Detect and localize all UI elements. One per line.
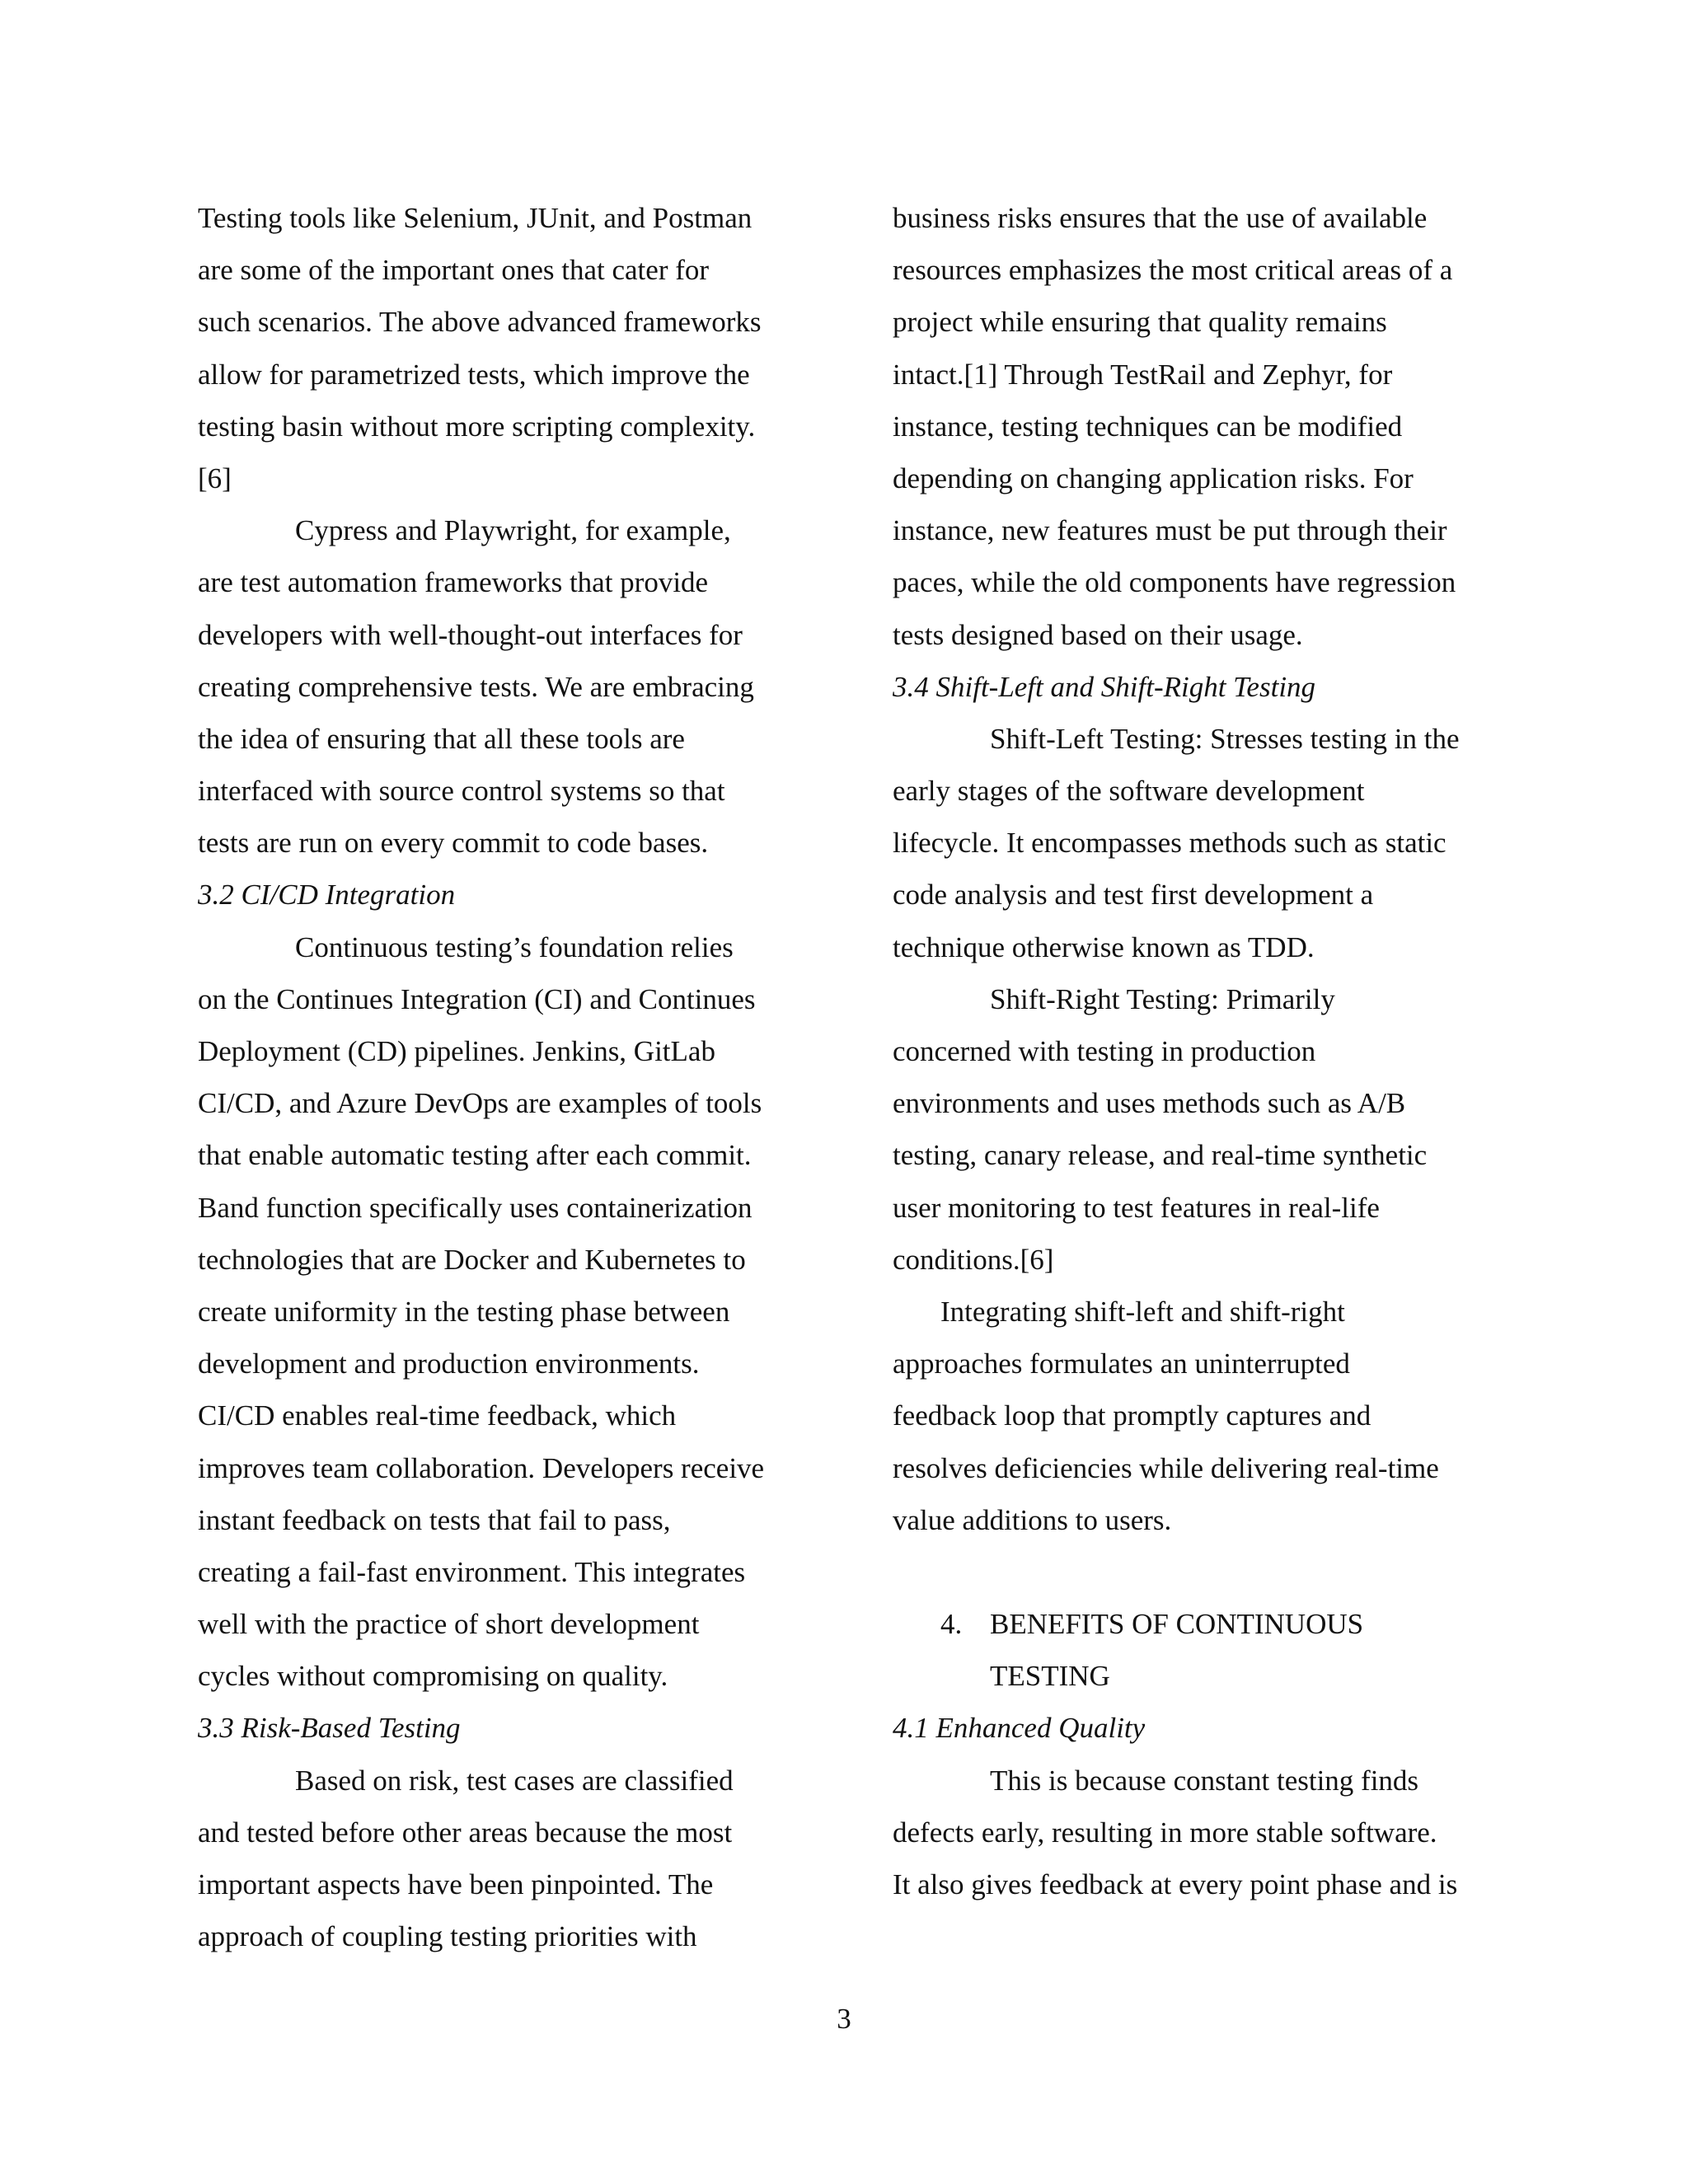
paragraph-start: Shift-Right Testing: Primarily xyxy=(990,982,1335,1015)
section-heading-4 xyxy=(893,1598,1519,1650)
paragraph-start: Shift-Left Testing: Stresses testing in the xyxy=(990,722,1460,755)
section-heading-3-3: 3.3 Risk-Based Testing xyxy=(198,1712,461,1745)
page-number: 3 xyxy=(837,2003,851,2035)
section-heading-3-4: 3.4 Shift-Left and Shift-Right Testing xyxy=(893,670,1316,703)
body-text-line: cycles without compromising on quality. xyxy=(198,1660,668,1693)
body-text-line: allow for parametrized tests, which improve the xyxy=(198,358,750,391)
body-text-line: on the Continues Integration (CI) and Continues xyxy=(198,982,756,1015)
body-text-line: improves team collaboration. Developers receive xyxy=(198,1451,765,1484)
body-text-line: such scenarios. The above advanced frameworks xyxy=(198,306,762,339)
body-text-line: instance, new features must be put through their xyxy=(893,514,1447,547)
body-text-line: tests are run on every commit to code bases. xyxy=(198,827,709,860)
body-text-line: interfaced with source control systems so that xyxy=(198,775,725,808)
body-text-line: that enable automatic testing after each commit. xyxy=(198,1139,752,1172)
section-title: BENEFITS OF CONTINUOUS xyxy=(990,1608,1364,1641)
body-text-line: user monitoring to test features in real-life xyxy=(893,1191,1380,1224)
body-text-line: resources emphasizes the most critical areas of a xyxy=(893,254,1453,287)
right-column xyxy=(893,192,1519,1910)
body-text-line: creating a fail-fast environment. This integrates xyxy=(198,1555,746,1588)
paragraph-start: Integrating shift-left and shift-right xyxy=(940,1295,1345,1328)
body-text-line: testing basin without more scripting complexity. xyxy=(198,410,756,443)
body-text-line: creating comprehensive tests. We are embracing xyxy=(198,670,754,703)
section-heading-4-1: 4.1 Enhanced Quality xyxy=(893,1712,1146,1745)
body-text-line: Band function specifically uses containerization xyxy=(198,1191,753,1224)
body-text-line: create uniformity in the testing phase between xyxy=(198,1295,730,1328)
body-text-line: important aspects have been pinpointed. The xyxy=(198,1868,714,1900)
body-text-line: are test automation frameworks that provide xyxy=(198,566,709,599)
body-text-line: development and production environments. xyxy=(198,1347,700,1380)
citation: [6] xyxy=(198,462,232,494)
body-text-line: and tested before other areas because the most xyxy=(198,1816,733,1849)
body-text-line: the idea of ensuring that all these tools are xyxy=(198,722,685,755)
body-text-line: concerned with testing in production xyxy=(893,1035,1316,1067)
paragraph-start: This is because constant testing finds xyxy=(990,1764,1419,1797)
body-text-line: project while ensuring that quality remains xyxy=(893,306,1387,339)
body-text-line: conditions.[6] xyxy=(893,1243,1054,1276)
body-text-line: technique otherwise known as TDD. xyxy=(893,930,1315,963)
body-text-line: code analysis and test first development a xyxy=(893,879,1374,912)
body-text-line: developers with well-thought-out interfaces for xyxy=(198,618,743,651)
body-text-line: technologies that are Docker and Kubernetes to xyxy=(198,1243,746,1276)
body-text-line: business risks ensures that the use of available xyxy=(893,202,1428,234)
body-text-line: defects early, resulting in more stable software. xyxy=(893,1816,1437,1849)
body-text-line: approach of coupling testing priorities with xyxy=(198,1920,697,1953)
section-title-continued: TESTING xyxy=(990,1660,1110,1693)
paragraph-start: Based on risk, test cases are classified xyxy=(295,1764,734,1797)
body-text-line: depending on changing application risks. For xyxy=(893,462,1414,494)
blank-line xyxy=(893,1546,1519,1598)
body-text-line: Testing tools like Selenium, JUnit, and Postman xyxy=(198,202,753,234)
paragraph-start: Continuous testing’s foundation relies xyxy=(295,930,734,963)
body-text-line: approaches formulates an uninterrupted xyxy=(893,1347,1350,1380)
body-text-line: lifecycle. It encompasses methods such as static xyxy=(893,827,1447,860)
body-text-line: well with the practice of short development xyxy=(198,1608,700,1641)
body-text-line: Deployment (CD) pipelines. Jenkins, GitLab xyxy=(198,1035,715,1067)
body-text-line: are some of the important ones that cater for xyxy=(198,254,710,287)
body-text-line: early stages of the software development xyxy=(893,775,1365,808)
body-text-line: intact.[1] Through TestRail and Zephyr, for xyxy=(893,358,1393,391)
body-text-line: tests designed based on their usage. xyxy=(893,618,1303,651)
body-text-line: value additions to users. xyxy=(893,1503,1172,1536)
paragraph-start: Cypress and Playwright, for example, xyxy=(295,514,731,547)
body-text-line: environments and uses methods such as A/B xyxy=(893,1087,1406,1120)
body-text-line: testing, canary release, and real-time synthetic xyxy=(893,1139,1428,1172)
body-text-line: resolves deficiencies while delivering real-time xyxy=(893,1451,1439,1484)
body-text-line: instance, testing techniques can be modified xyxy=(893,410,1403,443)
section-number: 4. xyxy=(940,1608,963,1641)
body-text-line: CI/CD, and Azure DevOps are examples of tools xyxy=(198,1087,762,1120)
section-heading-3-2: 3.2 CI/CD Integration xyxy=(198,879,456,912)
left-column xyxy=(198,192,824,1962)
body-text-line: It also gives feedback at every point phase and is xyxy=(893,1868,1458,1900)
body-text-line: feedback loop that promptly captures and xyxy=(893,1399,1372,1432)
body-text-line: paces, while the old components have regression xyxy=(893,566,1456,599)
body-text-line: instant feedback on tests that fail to pass, xyxy=(198,1503,671,1536)
body-text-line: CI/CD enables real-time feedback, which xyxy=(198,1399,677,1432)
